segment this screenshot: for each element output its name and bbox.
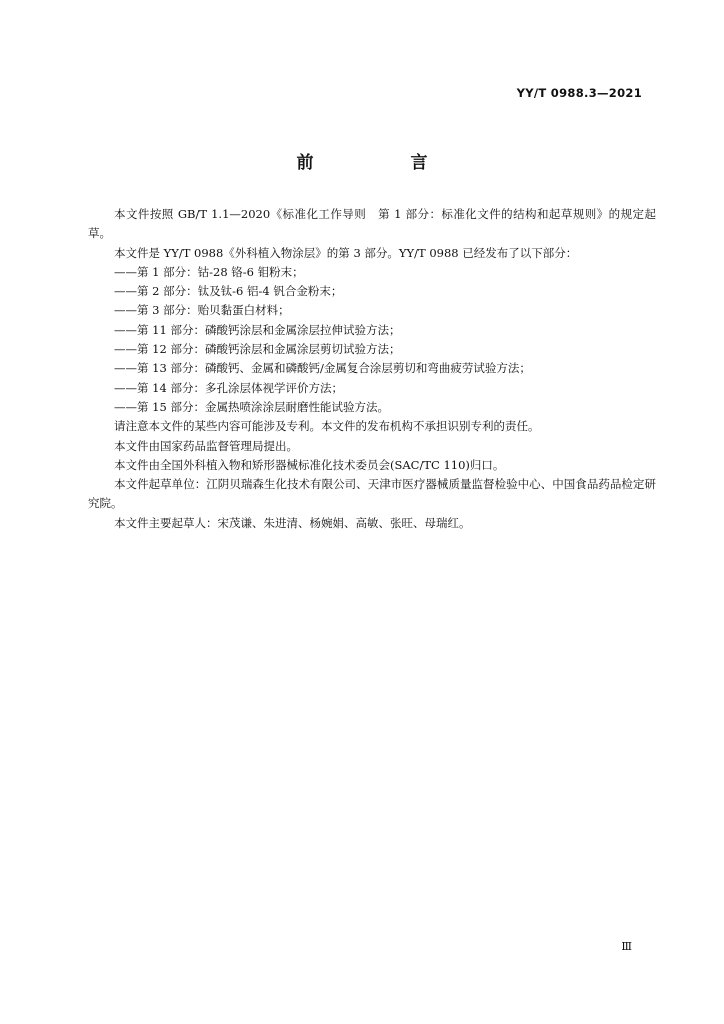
paragraph-patent-notice: 请注意本文件的某些内容可能涉及专利。本文件的发布机构不承担识别专利的责任。 bbox=[114, 419, 540, 434]
list-item: ——第 2 部分：钛及钛-6 铝-4 钒合金粉末； bbox=[114, 284, 343, 299]
list-item: ——第 13 部分：磷酸钙、金属和磷酸钙/金属复合涂层剪切和弯曲疲劳试验方法； bbox=[114, 361, 531, 376]
list-item: ——第 12 部分：磷酸钙涂层和金属涂层剪切试验方法； bbox=[114, 342, 401, 357]
list-item: ——第 15 部分：金属热喷涂涂层耐磨性能试验方法。 bbox=[114, 399, 389, 414]
list-item: ——第 11 部分：磷酸钙涂层和金属涂层拉伸试验方法； bbox=[114, 322, 401, 337]
paragraph-drafters: 本文件主要起草人：宋茂谦、朱进清、杨婉娟、高敏、张旺、母瑞红。 bbox=[114, 515, 471, 530]
paragraph-proposer: 本文件由国家药品监督管理局提出。 bbox=[114, 438, 298, 453]
list-item: ——第 14 部分：多孔涂层体视学评价方法； bbox=[114, 380, 343, 395]
paragraph-drafting-units: 本文件起草单位：江阴贝瑞森生化技术有限公司、天津市医疗器械质量监督检验中心、中国食品药品检定研究院。 bbox=[88, 477, 656, 511]
page-number: Ⅲ bbox=[621, 940, 632, 953]
paragraph-drafting-rules: 本文件按照 GB/T 1.1—2020《标准化工作导则 第 1 部分：标准化文件的结构和起草规则》的规定起草。 bbox=[88, 207, 656, 241]
paragraph-committee: 本文件由全国外科植入物和矫形器械标准化技术委员会(SAC/TC 110)归口。 bbox=[114, 457, 505, 472]
foreword-body bbox=[88, 205, 656, 533]
paragraph-series-intro: 本文件是 YY/T 0988《外科植入物涂层》的第 3 部分。YY/T 0988 已经发布了以下部分： bbox=[114, 245, 578, 260]
list-item: ——第 3 部分：贻贝黏蛋白材料； bbox=[114, 303, 290, 318]
list-item: ——第 1 部分：钴-28 铬-6 钼粉末； bbox=[114, 264, 304, 279]
standard-code: YY/T 0988.3—2021 bbox=[516, 86, 642, 100]
page-title: 前 言 bbox=[296, 153, 468, 173]
